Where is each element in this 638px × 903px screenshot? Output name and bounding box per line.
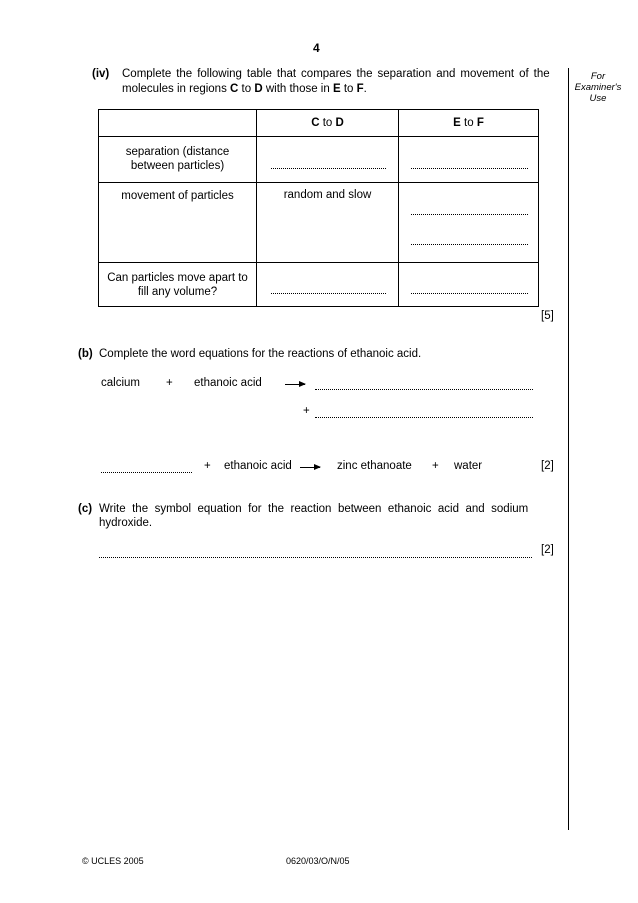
row-label-fill-volume: Can particles move apart to fill any volume? (99, 263, 257, 307)
footer-paper-code: 0620/03/O/N/05 (286, 856, 350, 866)
question-iv-line2 (122, 83, 367, 95)
examiner-margin-line (568, 68, 569, 830)
question-b-marks: [2] (541, 460, 554, 472)
q-iv-mid: with those in (262, 83, 333, 95)
region-e: E (332, 83, 341, 95)
question-iv-label: (iv) (92, 68, 110, 80)
answer-dotted-line (271, 293, 386, 294)
question-c-line1: Write the symbol equation for the reaction between ethanoic acid and sodium (99, 503, 529, 515)
equation2-arrow (300, 467, 320, 468)
table-row (99, 183, 539, 263)
equation1-product2-blank[interactable] (315, 417, 533, 418)
question-c-answer-blank[interactable] (99, 557, 532, 558)
answer-cell-movement-ef[interactable] (399, 183, 539, 263)
examiner-label-line3: Use (589, 93, 607, 104)
question-c-line2: hydroxide. (99, 517, 153, 529)
question-b-text: Complete the word equations for the reactions of ethanoic acid. (99, 348, 422, 360)
equation1-ethanoic-acid: ethanoic acid (194, 377, 262, 389)
answer-dotted-line (411, 214, 528, 215)
question-iv-marks: [5] (541, 310, 554, 322)
answer-cell-separation-ef[interactable] (399, 137, 539, 183)
question-b-label: (b) (78, 348, 93, 360)
footer-copyright: © UCLES 2005 (82, 856, 144, 866)
cell-movement-cd: random and slow (257, 183, 399, 263)
table-header-empty (99, 110, 257, 137)
examiner-label-line2: Examiner's (574, 82, 622, 93)
answer-dotted-line (411, 293, 528, 294)
region-c: C (230, 83, 239, 95)
answer-cell-volume-ef[interactable] (399, 263, 539, 307)
equation2-zinc-ethanoate: zinc ethanoate (337, 460, 412, 472)
page-number: 4 (313, 41, 320, 55)
answer-dotted-line (411, 244, 528, 245)
table-header-e-to-f: E to F (399, 110, 539, 137)
equation2-plus: + (204, 460, 211, 472)
row-label-separation: separation (distance between particles) (99, 137, 257, 183)
equation2-reactant-blank[interactable] (101, 472, 192, 473)
table-header-row (99, 110, 539, 137)
table-header-c-to-d: C to D (257, 110, 399, 137)
examiner-use-label (570, 71, 626, 104)
equation1-product1-blank[interactable] (315, 389, 533, 390)
region-d: D (254, 83, 263, 95)
equation2-plus2: + (432, 460, 439, 472)
question-c-marks: [2] (541, 544, 554, 556)
equation1-plus: + (166, 377, 173, 389)
equation2-ethanoic-acid: ethanoic acid (224, 460, 292, 472)
equation1-arrow (285, 384, 305, 385)
equation1-calcium: calcium (101, 377, 140, 389)
row-label-movement: movement of particles (99, 183, 257, 263)
equation2-water: water (454, 460, 483, 472)
answer-dotted-line (271, 168, 386, 169)
region-f: F (356, 83, 364, 95)
answer-cell-separation-cd[interactable] (257, 137, 399, 183)
comparison-table (98, 109, 539, 307)
table-row (99, 137, 539, 183)
q-iv-to: to (238, 83, 255, 95)
question-c-label: (c) (78, 503, 93, 515)
examiner-label-line1: For (590, 71, 606, 82)
answer-cell-volume-cd[interactable] (257, 263, 399, 307)
equation1-plus2: + (303, 405, 310, 417)
q-iv-to2: to (340, 83, 357, 95)
answer-dotted-line (411, 168, 528, 169)
table-row (99, 263, 539, 307)
q-iv-text: molecules in regions (122, 83, 231, 95)
q-iv-end: . (363, 83, 367, 95)
question-iv-line1: Complete the following table that compares the separation and movement of the (122, 68, 550, 80)
